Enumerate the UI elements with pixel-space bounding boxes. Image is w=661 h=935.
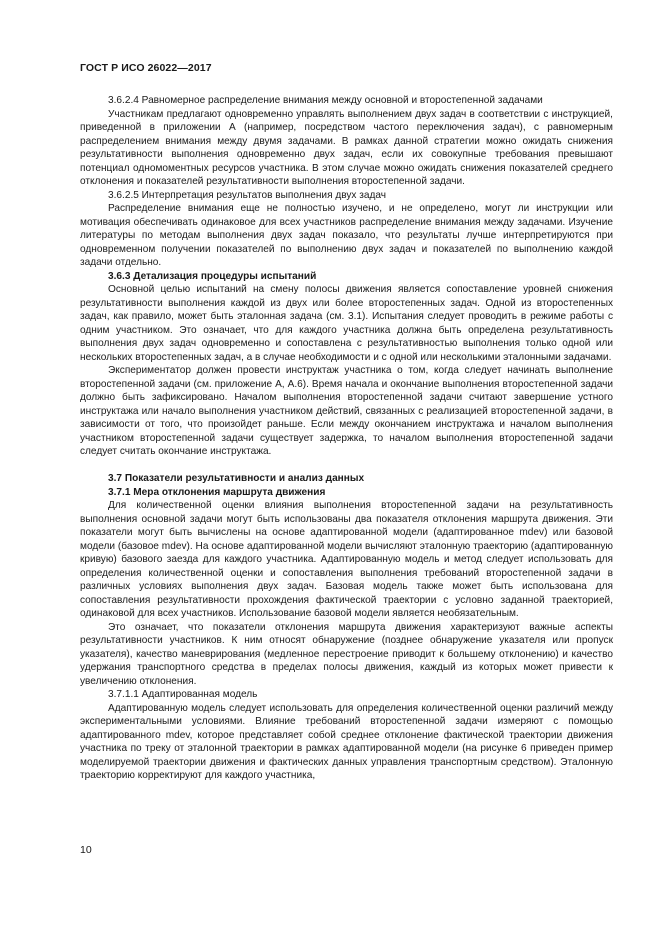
section-heading: 3.6.3 Детализация процедуры испытаний <box>108 270 317 282</box>
paragraph: Для количественной оценки влияния выполнения второстепенной задачи на результативность выполнения основной задачи могут быть использованы два показателя отклонения маршрута движения. Эти показатели могут быть вычислены на основе адаптированной модели (адаптированное mdev) или базовой модели (базовое mdev). На основе адаптированной модели вычисляют эталонную траекторию (адаптированную кривую) базового заезда для каждого участника. Адаптированную модель и метод следует использовать для определения количественной оценки и сопоставления выполнения требований второстепенной задачи в различных условиях выполнения двух задач. Базовая модель также может быть использована для сопоставления результативности прохождения фактической траектории с условно заданной траекторией, одинаковой для всех участников. Использование базовой модели является необязательным. <box>80 500 613 619</box>
paragraph: Это означает, что показатели отклонения маршрута движения характеризуют важные аспекты результативности участников. К ним относят обнаружение (позднее обнаружение указателя или пропуск указателя), качество маневрирования (медленное перестроение приводит к большему отклонению) и качество удержания транспортного средства в пределах полосы движения, каждый из которых может привести к увеличению отклонения. <box>80 621 613 687</box>
paragraph: Адаптированную модель следует использовать для определения количественной оценки различий между экспериментальными условиями. Влияние требований второстепенной задачи измеряют с помощью адаптированного mdev, которое представляет собой среднее отклонение фактической траектории движения участника по треку от эталонной траектории в рамках адаптированной модели (на рисунке 6 приведен пример моделируемой траектории движения и фактических данных управления транспортным средством). Эталонную траекторию корректируют для каждого участника, <box>80 702 613 781</box>
paragraph-gap <box>80 459 613 473</box>
subsection-title: 3.7.1.1 Адаптированная модель <box>108 689 258 700</box>
paragraph: Экспериментатор должен провести инструктаж участника о том, когда следует начинать выполнение второстепенной задачи (см. приложение А, А.6). Время начала и окончание выполнения второстепенной задачи должно быть зафиксировано. Началом выполнения второстепенной задачи считают завершение устного инструктажа или начало выполнения участником действий, связанных с реализацией второстепенной задачи, в зависимости от того, что произойдет раньше. Если между окончанием инструктажа и началом выполнения участником второстепенной задачи существует задержка, то началом выполнения второстепенной задачи следует считать окончание инструктажа. <box>80 365 613 457</box>
paragraph: Распределение внимания еще не полностью изучено, и не определено, могут ли инструкции или мотивация обеспечивать одинаковое для всех участников распределение внимания между задачами. Изучение литературы по методам выполнения двух задач показало, что результаты лучше интерпретируются при одновременном получении показателей по выполнению двух задач и показателей по выполнению каждой задачи отдельно. <box>80 203 613 268</box>
subsection-title: 3.6.2.5 Интерпретация результатов выполнения двух задач <box>108 189 387 201</box>
document-header: ГОСТ Р ИСО 26022—2017 <box>80 62 212 74</box>
section-heading: 3.7.1 Мера отклонения маршрута движения <box>108 486 326 498</box>
document-body <box>80 94 613 783</box>
page-number: 10 <box>80 844 92 856</box>
paragraph: Основной целью испытаний на смену полосы движения является сопоставление уровней снижения результативности выполнения каждой из двух или более второстепенных задач. Одной из второстепенных задач, как правило, может быть эталонная задача (см. 3.1). Испытания следует проводить в режиме работы с одним участником. Это означает, что для каждого участника должна быть определена результативность выполнения двух задач одновременно и сопоставлена с результативностью выполнения только одной или нескольких второстепенных задач, а в случае необходимости и с одной или несколькими эталонными задачами. <box>80 284 613 363</box>
subsection-title: 3.6.2.4 Равномерное распределение внимания между основной и второстепенной задачами <box>108 95 543 106</box>
section-heading: 3.7 Показатели результативности и анализ данных <box>108 473 365 484</box>
paragraph: Участникам предлагают одновременно управлять выполнением двух задач в соответствии с инструкцией, приведенной в приложении А (например, посредством частого переключения задач), с равномерным распределением внимания между двумя задачами. В рамках данной стратегии можно ожидать снижения результативности выполнения одновременно двух задач, если их совокупные требования превышают потенциал одномоментных ресурсов участника. В этом случае можно ожидать снижения показателей среднего отклонения и показателей результативности выполнения второстепенной задачи. <box>80 108 613 187</box>
